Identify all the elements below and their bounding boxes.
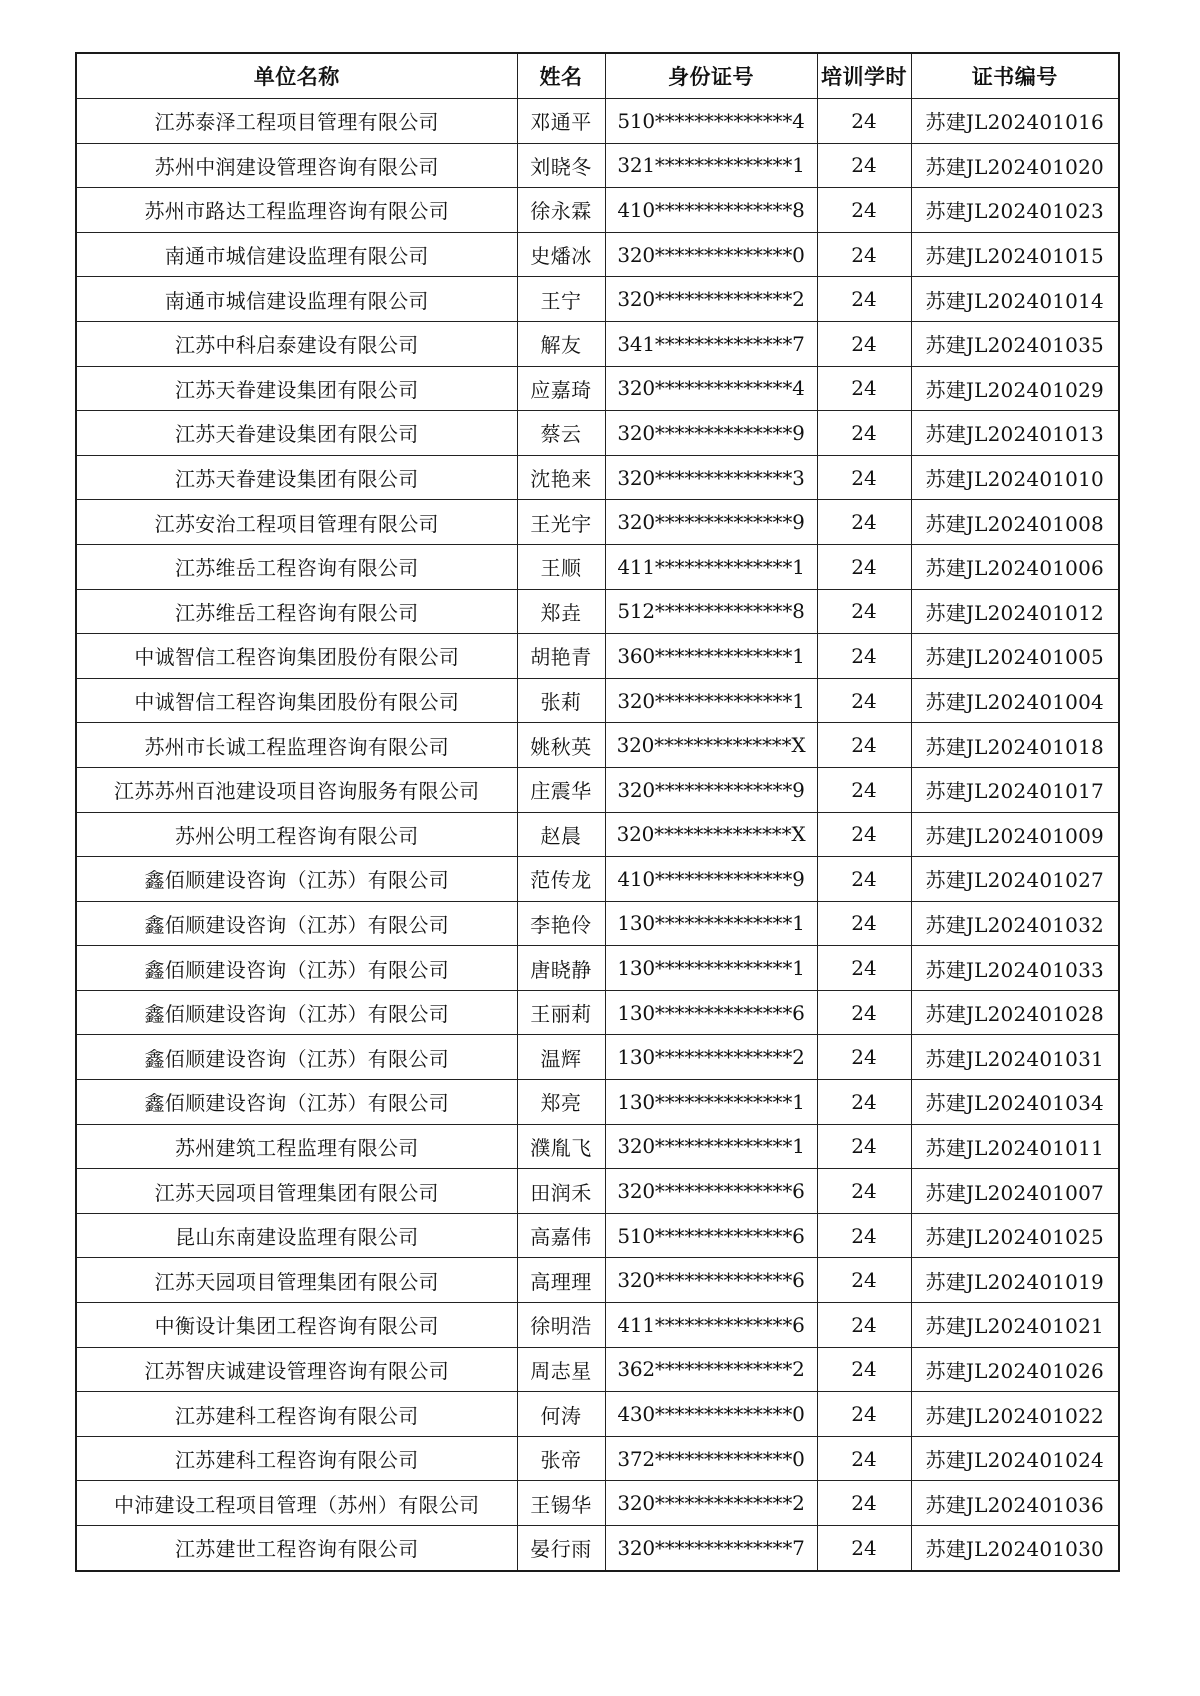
column-header-id: 身份证号 [605,53,817,99]
cell-id-number: 320**************2 [605,277,817,322]
table-row [76,277,1119,322]
cell-certificate-number: 苏建JL202401013 [911,411,1119,456]
cell-id-number: 130**************1 [605,946,817,991]
column-header-hours: 培训学时 [817,53,911,99]
cell-training-hours: 24 [817,812,911,857]
cell-certificate-number: 苏建JL202401019 [911,1258,1119,1303]
cell-unit-name: 江苏维岳工程咨询有限公司 [76,544,517,589]
cell-certificate-number: 苏建JL202401030 [911,1526,1119,1571]
cell-certificate-number: 苏建JL202401025 [911,1213,1119,1258]
cell-unit-name: 南通市城信建设监理有限公司 [76,277,517,322]
table-row [76,812,1119,857]
cell-certificate-number: 苏建JL202401032 [911,901,1119,946]
cell-id-number: 362**************2 [605,1347,817,1392]
cell-unit-name: 苏州市长诚工程监理咨询有限公司 [76,723,517,768]
cell-unit-name: 鑫佰顺建设咨询（江苏）有限公司 [76,857,517,902]
cell-person-name: 高嘉伟 [517,1213,605,1258]
cell-person-name: 王顺 [517,544,605,589]
cell-person-name: 范传龙 [517,857,605,902]
cell-certificate-number: 苏建JL202401036 [911,1481,1119,1526]
cell-training-hours: 24 [817,188,911,233]
table-row [76,901,1119,946]
cell-training-hours: 24 [817,1080,911,1125]
cell-unit-name: 江苏中科启泰建设有限公司 [76,321,517,366]
cell-id-number: 320**************9 [605,500,817,545]
cell-training-hours: 24 [817,1526,911,1571]
cell-training-hours: 24 [817,1347,911,1392]
cell-person-name: 徐明浩 [517,1303,605,1348]
cell-unit-name: 江苏天园项目管理集团有限公司 [76,1169,517,1214]
table-row [76,589,1119,634]
cell-person-name: 王丽莉 [517,990,605,1035]
table-body [76,99,1119,1571]
cell-id-number: 320**************1 [605,1124,817,1169]
cell-training-hours: 24 [817,723,911,768]
cell-training-hours: 24 [817,678,911,723]
cell-person-name: 李艳伶 [517,901,605,946]
cell-id-number: 320**************6 [605,1258,817,1303]
cell-certificate-number: 苏建JL202401023 [911,188,1119,233]
cell-certificate-number: 苏建JL202401026 [911,1347,1119,1392]
cell-person-name: 晏行雨 [517,1526,605,1571]
cell-person-name: 王锡华 [517,1481,605,1526]
cell-person-name: 高理理 [517,1258,605,1303]
table-row [76,990,1119,1035]
cell-training-hours: 24 [817,1481,911,1526]
cell-person-name: 应嘉琦 [517,366,605,411]
cell-id-number: 410**************9 [605,857,817,902]
table-row [76,634,1119,679]
cell-id-number: 320**************7 [605,1526,817,1571]
cell-certificate-number: 苏建JL202401009 [911,812,1119,857]
cell-unit-name: 江苏泰泽工程项目管理有限公司 [76,99,517,144]
cell-training-hours: 24 [817,1124,911,1169]
table-row [76,544,1119,589]
table-row [76,1481,1119,1526]
cell-id-number: 320**************2 [605,1481,817,1526]
table-row [76,143,1119,188]
cell-unit-name: 江苏安治工程项目管理有限公司 [76,500,517,545]
cell-training-hours: 24 [817,500,911,545]
cell-id-number: 411**************6 [605,1303,817,1348]
table-row [76,723,1119,768]
cell-person-name: 沈艳来 [517,455,605,500]
table-row [76,767,1119,812]
cell-id-number: 372**************0 [605,1436,817,1481]
cell-id-number: 320**************X [605,723,817,768]
certificate-records-table [75,52,1120,1572]
column-header-name: 姓名 [517,53,605,99]
cell-certificate-number: 苏建JL202401004 [911,678,1119,723]
cell-certificate-number: 苏建JL202401033 [911,946,1119,991]
cell-training-hours: 24 [817,277,911,322]
cell-id-number: 130**************1 [605,1080,817,1125]
cell-id-number: 130**************2 [605,1035,817,1080]
table-row [76,1526,1119,1571]
table-row [76,232,1119,277]
table-row [76,1213,1119,1258]
table-row [76,188,1119,233]
cell-training-hours: 24 [817,99,911,144]
cell-training-hours: 24 [817,1436,911,1481]
cell-certificate-number: 苏建JL202401005 [911,634,1119,679]
cell-certificate-number: 苏建JL202401014 [911,277,1119,322]
cell-certificate-number: 苏建JL202401029 [911,366,1119,411]
table-row [76,946,1119,991]
cell-certificate-number: 苏建JL202401006 [911,544,1119,589]
cell-unit-name: 中沛建设工程项目管理（苏州）有限公司 [76,1481,517,1526]
table-row [76,1258,1119,1303]
cell-certificate-number: 苏建JL202401018 [911,723,1119,768]
cell-person-name: 解友 [517,321,605,366]
cell-training-hours: 24 [817,857,911,902]
table-row [76,1392,1119,1437]
table-row [76,1035,1119,1080]
cell-training-hours: 24 [817,321,911,366]
cell-unit-name: 江苏建世工程咨询有限公司 [76,1526,517,1571]
column-header-cert: 证书编号 [911,53,1119,99]
cell-person-name: 胡艳青 [517,634,605,679]
cell-person-name: 田润禾 [517,1169,605,1214]
cell-training-hours: 24 [817,143,911,188]
cell-training-hours: 24 [817,366,911,411]
cell-id-number: 430**************0 [605,1392,817,1437]
cell-unit-name: 苏州中润建设管理咨询有限公司 [76,143,517,188]
cell-person-name: 郑亮 [517,1080,605,1125]
cell-person-name: 郑垚 [517,589,605,634]
cell-training-hours: 24 [817,411,911,456]
cell-unit-name: 江苏天眷建设集团有限公司 [76,411,517,456]
table-row [76,1169,1119,1214]
cell-person-name: 王光宇 [517,500,605,545]
cell-training-hours: 24 [817,232,911,277]
cell-unit-name: 江苏维岳工程咨询有限公司 [76,589,517,634]
cell-training-hours: 24 [817,1213,911,1258]
cell-certificate-number: 苏建JL202401031 [911,1035,1119,1080]
column-header-unit: 单位名称 [76,53,517,99]
cell-id-number: 130**************6 [605,990,817,1035]
cell-id-number: 130**************1 [605,901,817,946]
cell-training-hours: 24 [817,1169,911,1214]
cell-certificate-number: 苏建JL202401035 [911,321,1119,366]
cell-unit-name: 江苏苏州百池建设项目咨询服务有限公司 [76,767,517,812]
cell-unit-name: 苏州建筑工程监理有限公司 [76,1124,517,1169]
cell-unit-name: 昆山东南建设监理有限公司 [76,1213,517,1258]
cell-unit-name: 江苏建科工程咨询有限公司 [76,1392,517,1437]
table-row [76,455,1119,500]
cell-certificate-number: 苏建JL202401021 [911,1303,1119,1348]
cell-certificate-number: 苏建JL202401010 [911,455,1119,500]
cell-training-hours: 24 [817,1303,911,1348]
cell-unit-name: 苏州公明工程咨询有限公司 [76,812,517,857]
cell-training-hours: 24 [817,589,911,634]
cell-certificate-number: 苏建JL202401024 [911,1436,1119,1481]
cell-id-number: 411**************1 [605,544,817,589]
cell-unit-name: 鑫佰顺建设咨询（江苏）有限公司 [76,1080,517,1125]
cell-unit-name: 江苏天眷建设集团有限公司 [76,366,517,411]
cell-certificate-number: 苏建JL202401011 [911,1124,1119,1169]
cell-unit-name: 南通市城信建设监理有限公司 [76,232,517,277]
cell-training-hours: 24 [817,767,911,812]
cell-id-number: 341**************7 [605,321,817,366]
cell-unit-name: 江苏天园项目管理集团有限公司 [76,1258,517,1303]
cell-unit-name: 鑫佰顺建设咨询（江苏）有限公司 [76,901,517,946]
cell-id-number: 320**************4 [605,366,817,411]
cell-person-name: 蔡云 [517,411,605,456]
cell-training-hours: 24 [817,634,911,679]
cell-certificate-number: 苏建JL202401008 [911,500,1119,545]
cell-certificate-number: 苏建JL202401034 [911,1080,1119,1125]
cell-unit-name: 中衡设计集团工程咨询有限公司 [76,1303,517,1348]
table-header-row [76,53,1119,99]
table-row [76,1080,1119,1125]
cell-training-hours: 24 [817,1258,911,1303]
cell-id-number: 510**************6 [605,1213,817,1258]
cell-unit-name: 中诚智信工程咨询集团股份有限公司 [76,678,517,723]
table-row [76,857,1119,902]
cell-certificate-number: 苏建JL202401028 [911,990,1119,1035]
cell-id-number: 320**************0 [605,232,817,277]
table-row [76,1436,1119,1481]
cell-person-name: 赵晨 [517,812,605,857]
cell-id-number: 320**************X [605,812,817,857]
table-row [76,1303,1119,1348]
cell-id-number: 320**************1 [605,678,817,723]
cell-unit-name: 中诚智信工程咨询集团股份有限公司 [76,634,517,679]
cell-certificate-number: 苏建JL202401020 [911,143,1119,188]
cell-certificate-number: 苏建JL202401027 [911,857,1119,902]
cell-training-hours: 24 [817,455,911,500]
cell-person-name: 濮胤飞 [517,1124,605,1169]
table-row [76,411,1119,456]
cell-unit-name: 鑫佰顺建设咨询（江苏）有限公司 [76,990,517,1035]
cell-id-number: 320**************9 [605,411,817,456]
cell-id-number: 510**************4 [605,99,817,144]
cell-person-name: 邓通平 [517,99,605,144]
cell-training-hours: 24 [817,1392,911,1437]
cell-certificate-number: 苏建JL202401012 [911,589,1119,634]
cell-person-name: 何涛 [517,1392,605,1437]
table-row [76,678,1119,723]
cell-person-name: 姚秋英 [517,723,605,768]
cell-id-number: 320**************6 [605,1169,817,1214]
cell-id-number: 320**************3 [605,455,817,500]
cell-unit-name: 江苏智庆诚建设管理咨询有限公司 [76,1347,517,1392]
cell-person-name: 庄震华 [517,767,605,812]
cell-person-name: 刘晓冬 [517,143,605,188]
cell-unit-name: 鑫佰顺建设咨询（江苏）有限公司 [76,1035,517,1080]
cell-id-number: 320**************9 [605,767,817,812]
cell-person-name: 史燔冰 [517,232,605,277]
cell-unit-name: 江苏建科工程咨询有限公司 [76,1436,517,1481]
cell-person-name: 温辉 [517,1035,605,1080]
cell-certificate-number: 苏建JL202401007 [911,1169,1119,1214]
cell-person-name: 张帝 [517,1436,605,1481]
cell-unit-name: 鑫佰顺建设咨询（江苏）有限公司 [76,946,517,991]
cell-person-name: 王宁 [517,277,605,322]
cell-certificate-number: 苏建JL202401017 [911,767,1119,812]
cell-training-hours: 24 [817,946,911,991]
cell-unit-name: 江苏天眷建设集团有限公司 [76,455,517,500]
table-row [76,1347,1119,1392]
cell-certificate-number: 苏建JL202401015 [911,232,1119,277]
cell-training-hours: 24 [817,990,911,1035]
cell-person-name: 徐永霖 [517,188,605,233]
table-row [76,1124,1119,1169]
cell-id-number: 512**************8 [605,589,817,634]
cell-training-hours: 24 [817,901,911,946]
table-row [76,500,1119,545]
cell-unit-name: 苏州市路达工程监理咨询有限公司 [76,188,517,233]
cell-training-hours: 24 [817,544,911,589]
table-row [76,99,1119,144]
cell-person-name: 唐晓静 [517,946,605,991]
cell-id-number: 410**************8 [605,188,817,233]
table-row [76,321,1119,366]
cell-training-hours: 24 [817,1035,911,1080]
cell-person-name: 周志星 [517,1347,605,1392]
cell-certificate-number: 苏建JL202401022 [911,1392,1119,1437]
table-row [76,366,1119,411]
cell-id-number: 360**************1 [605,634,817,679]
cell-certificate-number: 苏建JL202401016 [911,99,1119,144]
cell-id-number: 321**************1 [605,143,817,188]
cell-person-name: 张莉 [517,678,605,723]
